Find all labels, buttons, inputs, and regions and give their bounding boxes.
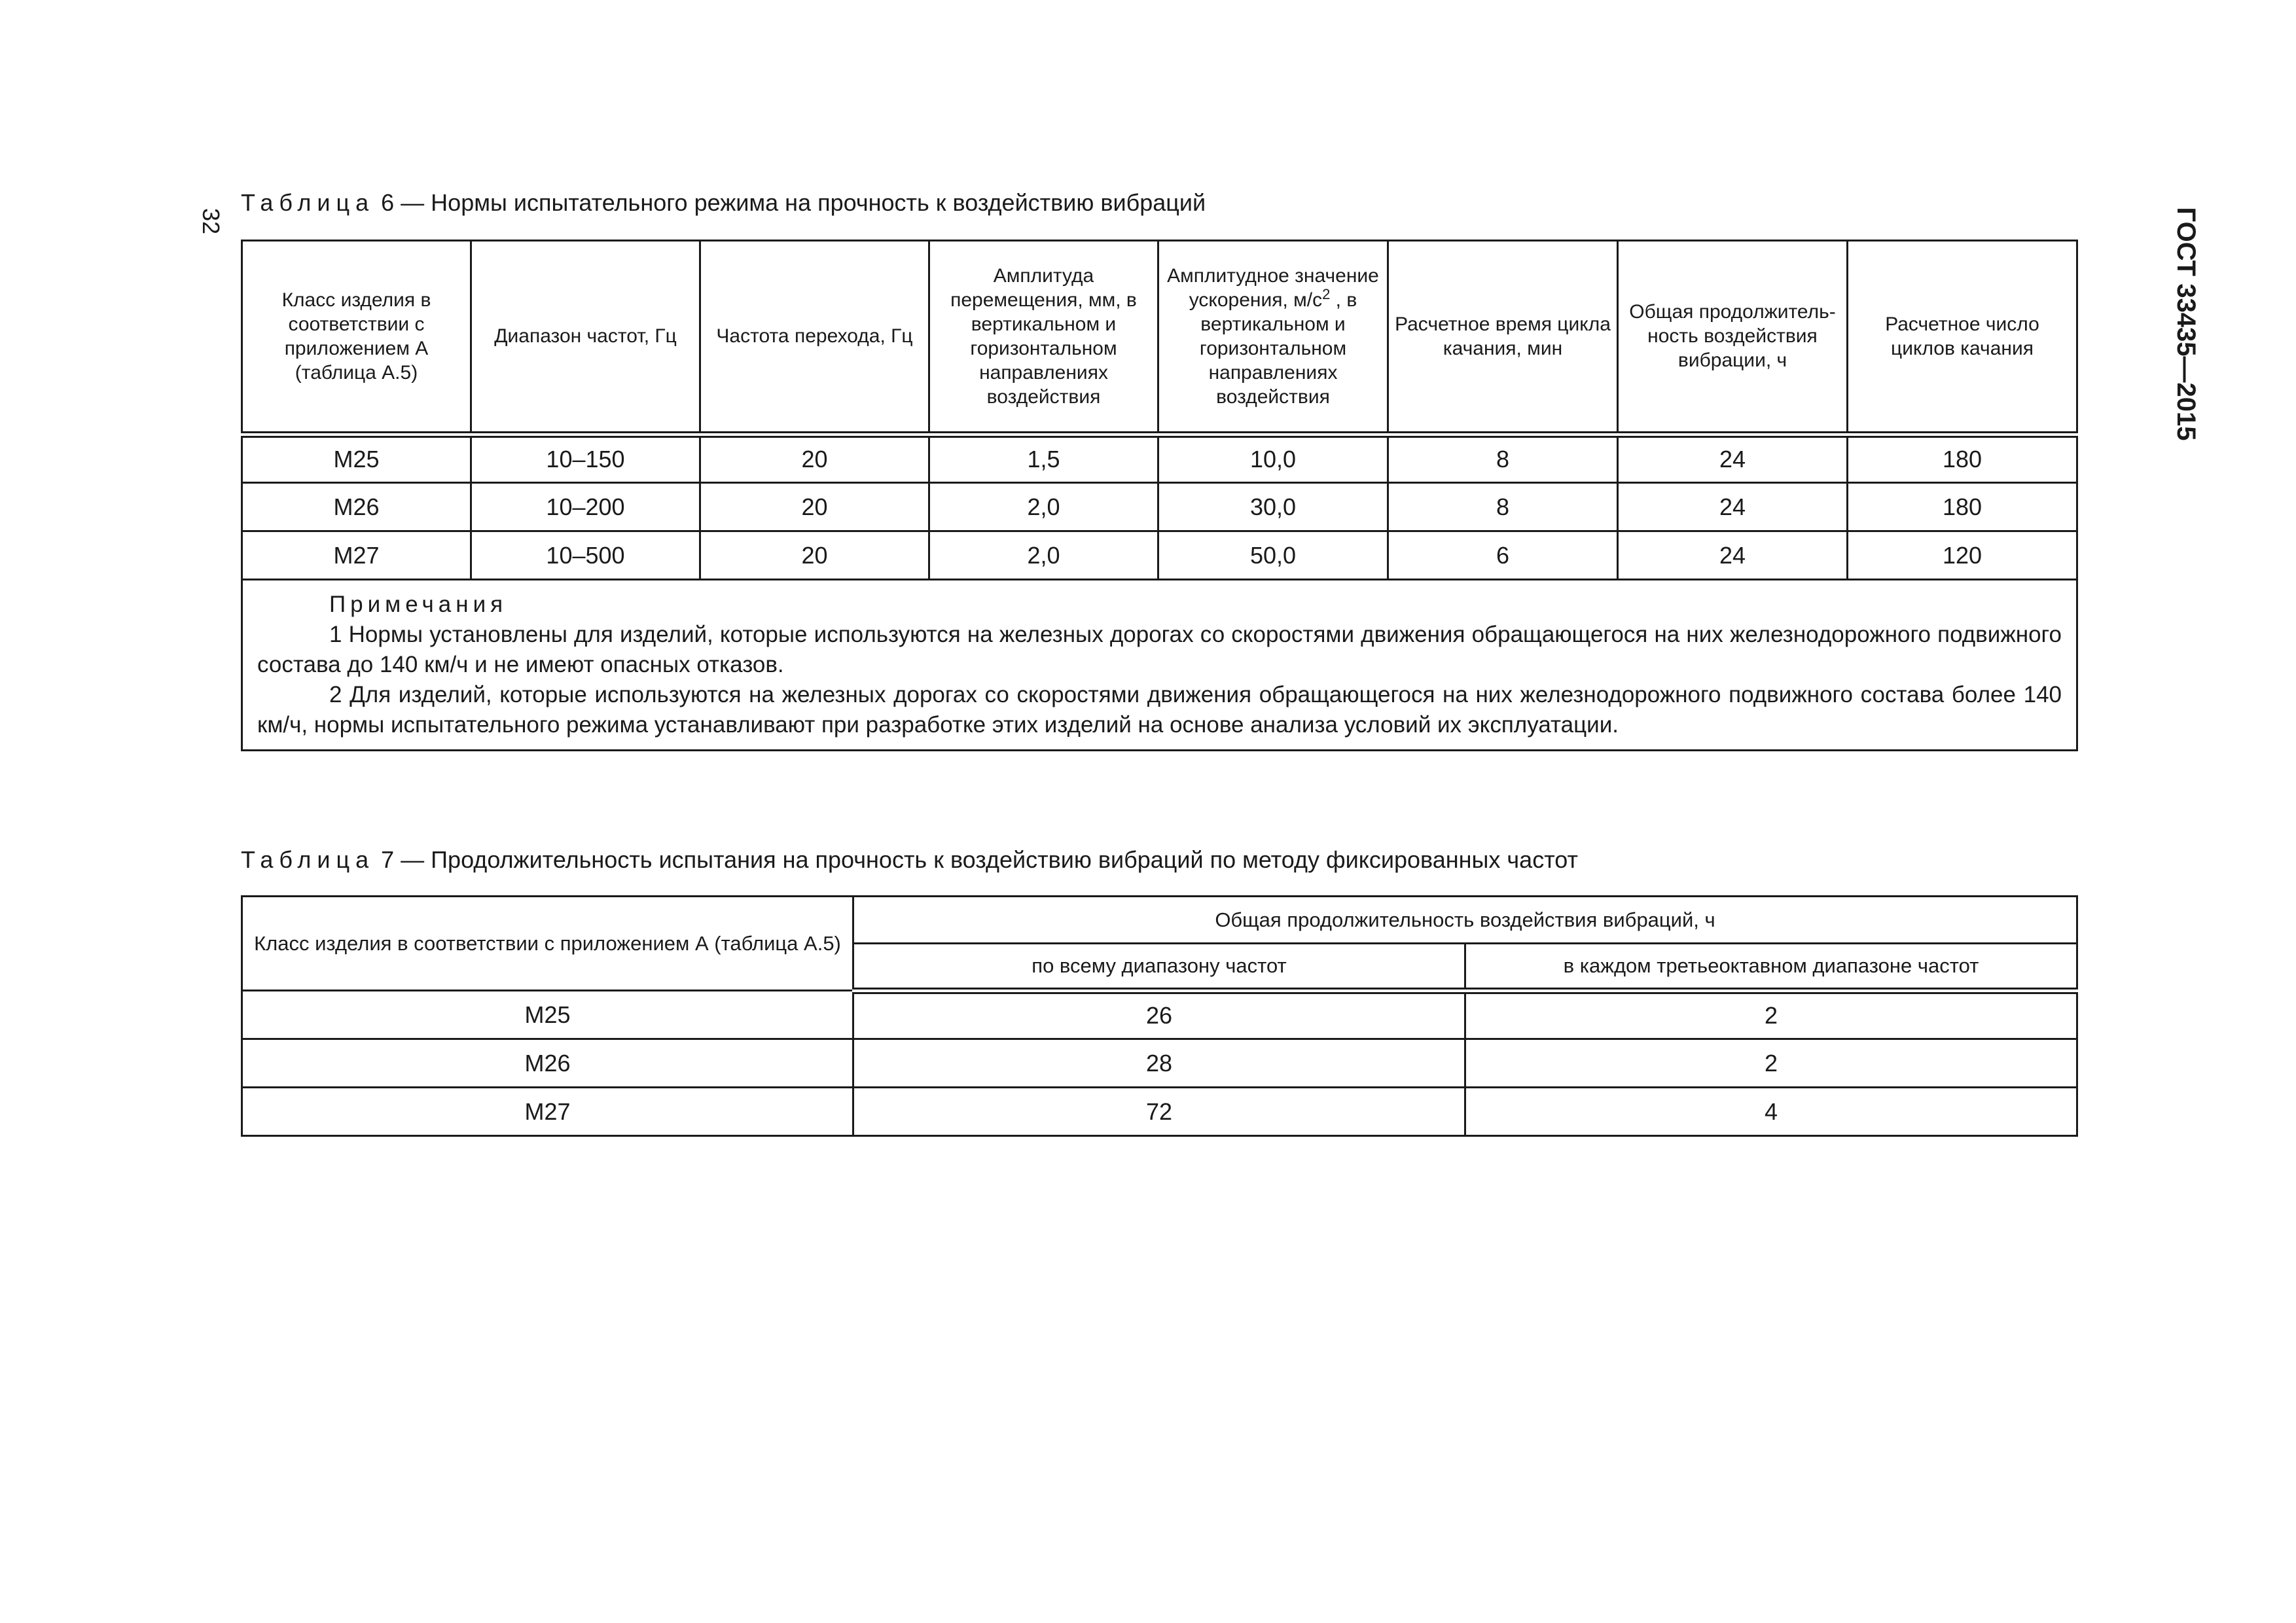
table6-header-freq-range: Диапазон частот, Гц xyxy=(471,241,700,435)
table-row xyxy=(242,1039,2077,1088)
table-row xyxy=(242,483,2077,531)
table6-header-acceleration-sup: 2 xyxy=(1322,285,1331,302)
table-row xyxy=(242,531,2077,580)
table-cell: 24 xyxy=(1618,531,1848,580)
table6-header-cycle-count: Расчетное число циклов качания xyxy=(1848,241,2077,435)
table-cell: 26 xyxy=(853,991,1465,1039)
table-cell: М26 xyxy=(242,483,471,531)
table-cell: 180 xyxy=(1848,435,2077,483)
table6-caption xyxy=(241,188,1206,217)
table-cell: 10–500 xyxy=(471,531,700,580)
table-cell: 4 xyxy=(1465,1088,2077,1136)
table-cell: 72 xyxy=(853,1088,1465,1136)
table-cell: М25 xyxy=(242,991,853,1039)
table-cell: М26 xyxy=(242,1039,853,1088)
table6-header-row xyxy=(242,241,2077,435)
table-cell: 10,0 xyxy=(1158,435,1388,483)
page-number: 32 xyxy=(198,207,224,235)
table-cell: 28 xyxy=(853,1039,1465,1088)
table6-header-total-duration: Общая продолжитель-ность воздействия вибрации, ч xyxy=(1618,241,1848,435)
table-cell: 2,0 xyxy=(929,483,1158,531)
table-cell: 120 xyxy=(1848,531,2077,580)
table7-header-class: Класс изделия в соответствии с приложением А (таблица А.5) xyxy=(242,897,853,991)
table-cell: М27 xyxy=(242,531,471,580)
table6-caption-word: Таблица xyxy=(241,189,375,216)
table-cell: 8 xyxy=(1388,435,1618,483)
note-1: 1 Нормы установлены для изделий, которые используются на железных дорогах со скоростями движения обращающегося на них железнодорожного подвижного состава до 140 км/ч и не имеют опасных отказов. xyxy=(257,622,2062,677)
table6-caption-text: 6 — Нормы испытательного режима на прочность к воздействию вибраций xyxy=(374,189,1206,216)
table-cell: М25 xyxy=(242,435,471,483)
table-cell: 30,0 xyxy=(1158,483,1388,531)
table-cell: 10–150 xyxy=(471,435,700,483)
table7-caption-text: 7 — Продолжительность испытания на прочность к воздействию вибраций по методу фиксированных частот xyxy=(374,846,1579,873)
table-row xyxy=(242,1088,2077,1136)
note-2: 2 Для изделий, которые используются на железных дорогах со скоростями движения обращающегося на них железнодорожного подвижного состава более 140 км/ч, нормы испытательного режима устанавливают при разработке этих изделий на основе анализа условий их эксплуатации. xyxy=(257,682,2062,738)
table-cell: 20 xyxy=(700,531,929,580)
table6-header-acceleration xyxy=(1158,241,1388,435)
table-cell: 6 xyxy=(1388,531,1618,580)
table6-notes xyxy=(242,580,2077,751)
table6-header-acceleration-b: , в вертикальном и горизонтальном направлениях воздействия xyxy=(1199,289,1357,408)
table7-header-third-octave: в каждом третьеоктавном диапазоне частот xyxy=(1465,944,2077,991)
table-cell: 24 xyxy=(1618,483,1848,531)
table-cell: 20 xyxy=(700,435,929,483)
table7-caption xyxy=(241,846,1578,874)
document-code: ГОСТ 33435—2015 xyxy=(2172,207,2200,441)
table-cell: 24 xyxy=(1618,435,1848,483)
table-cell: 2 xyxy=(1465,1039,2077,1088)
table7-header-full-range: по всему диапазону частот xyxy=(853,944,1465,991)
table6-header-displacement: Амплитуда перемещения, мм, в вертикальном и горизонтальном направлениях воздействия xyxy=(929,241,1158,435)
table6-notes-row xyxy=(242,580,2077,751)
table7-header-row-1 xyxy=(242,897,2077,944)
table6-header-cycle-time: Расчетное время цикла качания, мин xyxy=(1388,241,1618,435)
table6-header-acceleration-a: Амплитудное значение ускорения, м/с xyxy=(1167,264,1379,311)
table-cell: 2 xyxy=(1465,991,2077,1039)
table-cell: 180 xyxy=(1848,483,2077,531)
table-cell: М27 xyxy=(242,1088,853,1136)
table-row xyxy=(242,991,2077,1039)
table-cell: 1,5 xyxy=(929,435,1158,483)
table6-header-transition-freq: Частота перехода, Гц xyxy=(700,241,929,435)
table-cell: 50,0 xyxy=(1158,531,1388,580)
notes-title: Примечания xyxy=(329,592,508,617)
table7 xyxy=(241,895,2078,1137)
table-cell: 10–200 xyxy=(471,483,700,531)
table6 xyxy=(241,240,2078,751)
table-cell: 2,0 xyxy=(929,531,1158,580)
table7-caption-word: Таблица xyxy=(241,846,375,873)
table-cell: 8 xyxy=(1388,483,1618,531)
table-row xyxy=(242,435,2077,483)
table-cell: 20 xyxy=(700,483,929,531)
table7-header-total-duration: Общая продолжительность воздействия вибраций, ч xyxy=(853,897,2077,944)
table6-header-class: Класс изделия в соответствии с приложением А (таблица А.5) xyxy=(242,241,471,435)
